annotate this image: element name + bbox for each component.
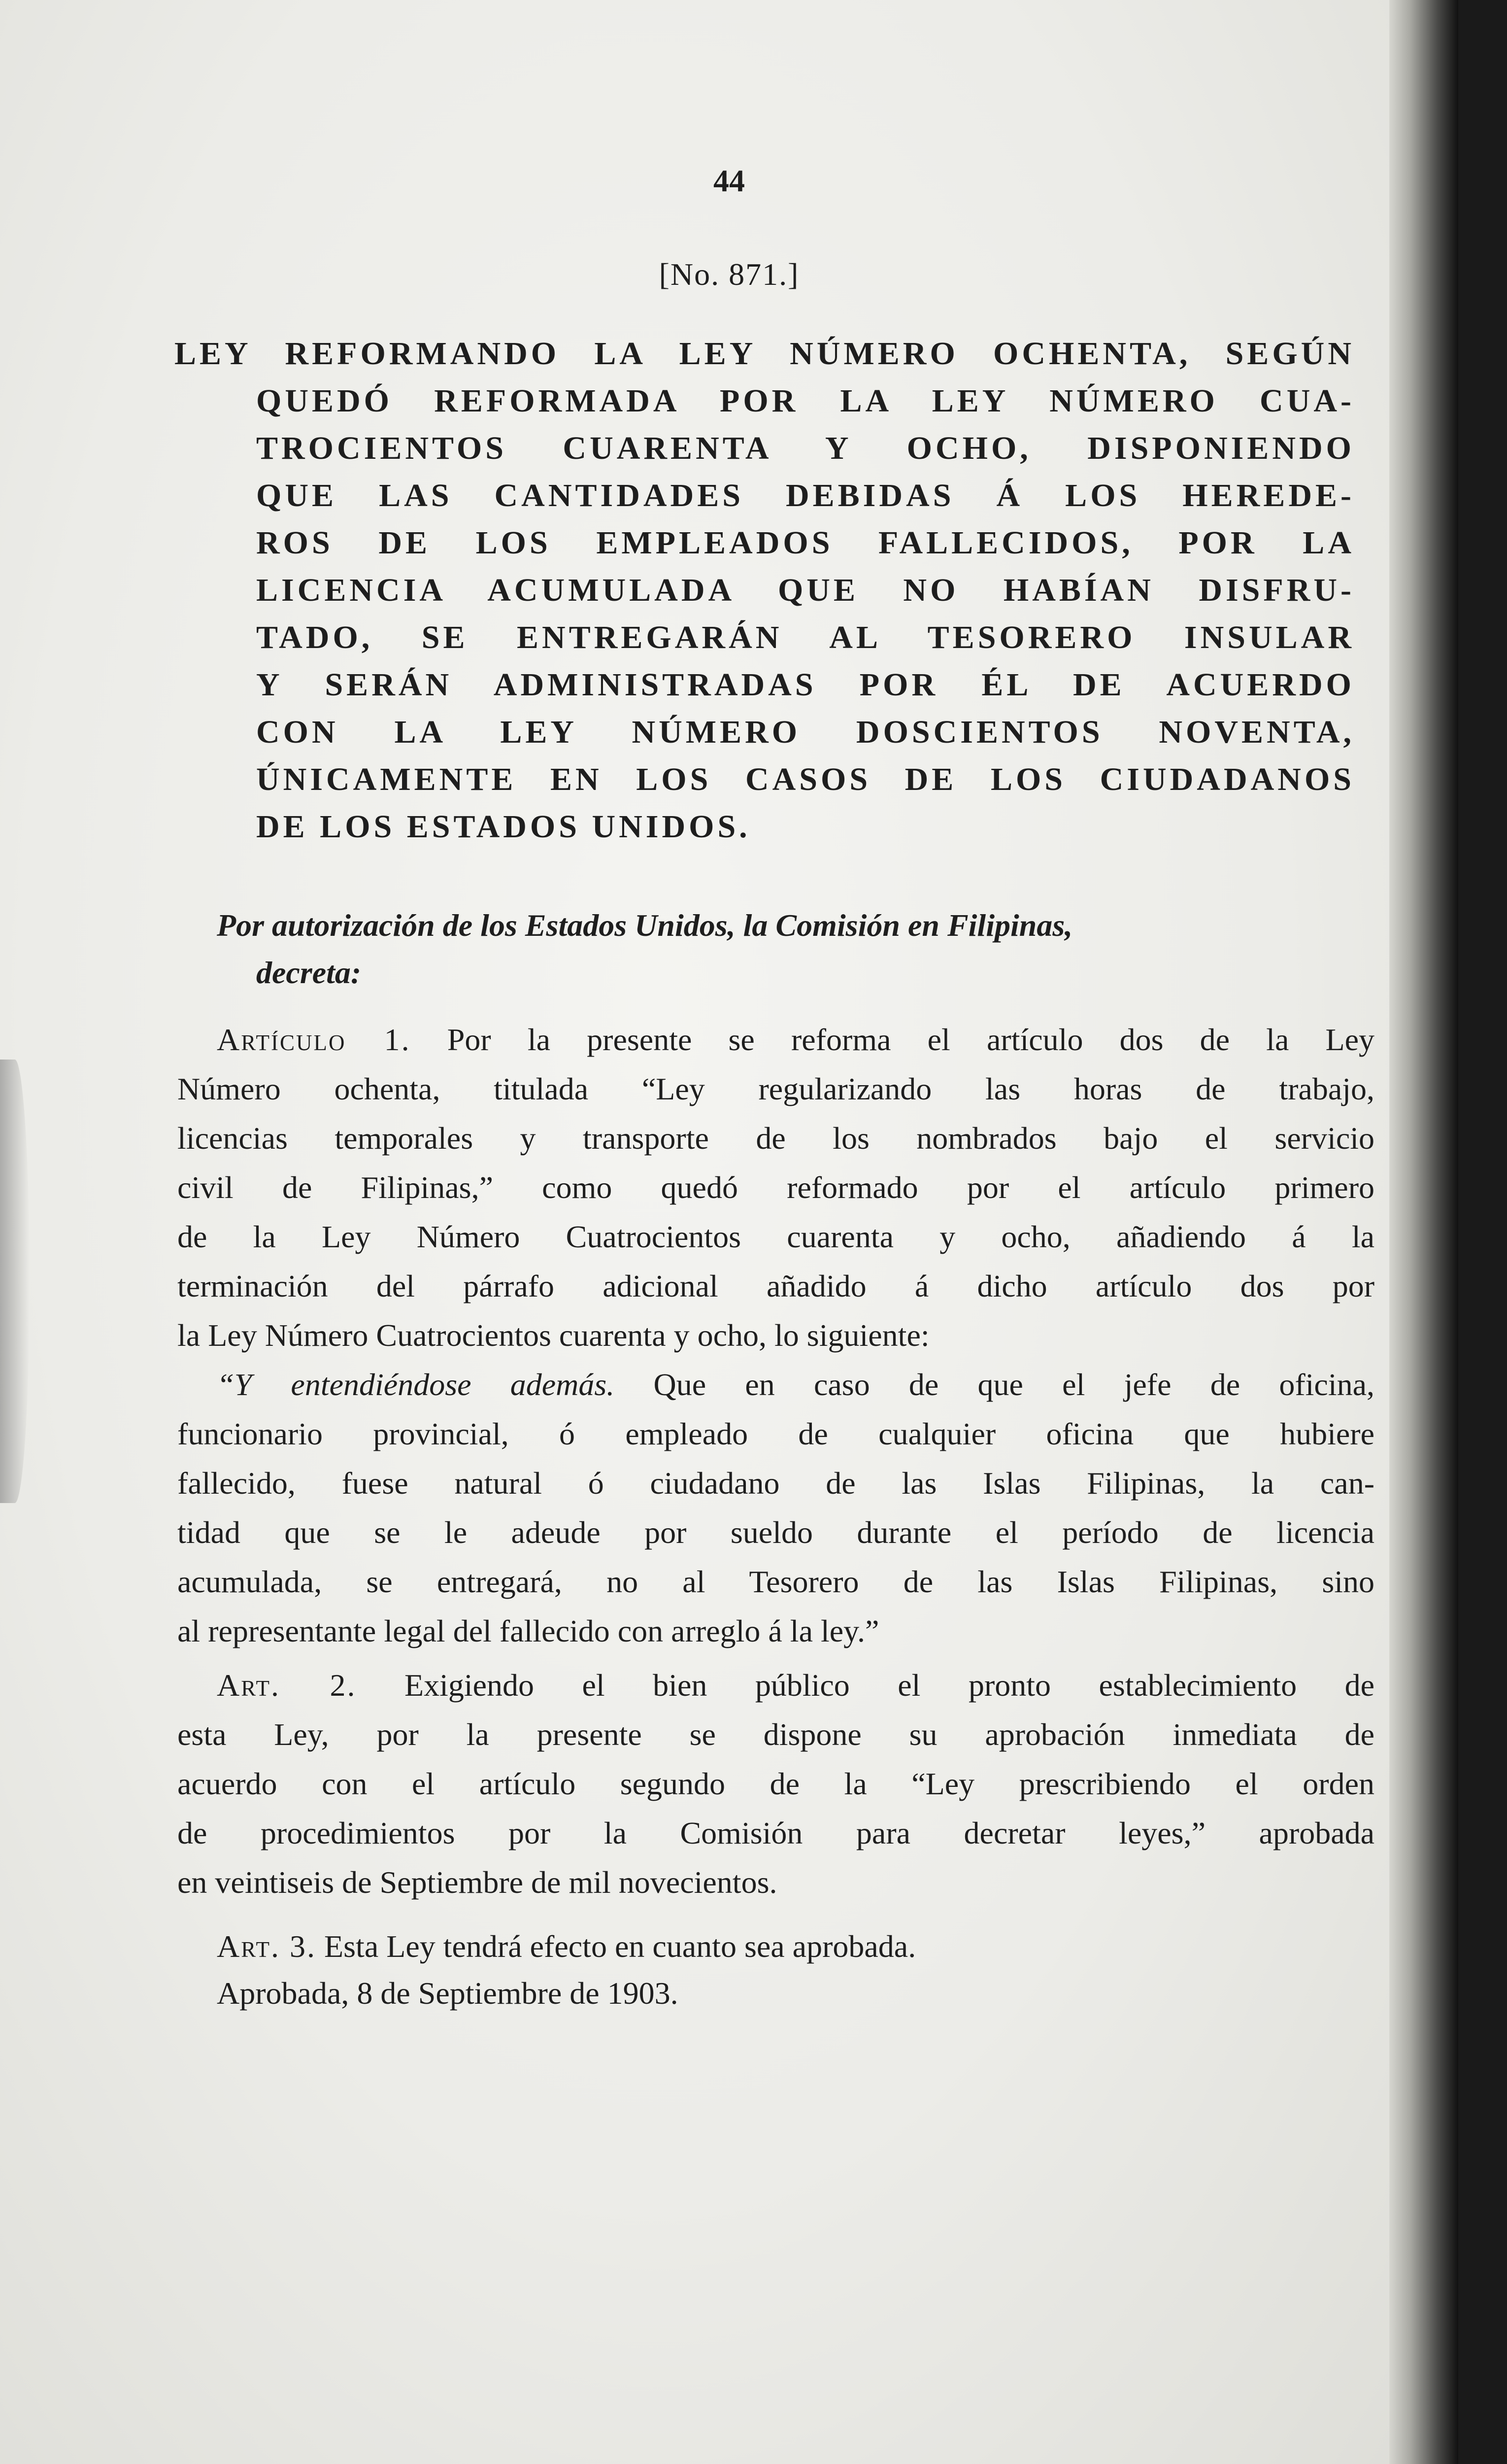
article-label: Art. 2. xyxy=(217,1668,357,1703)
title-line: LICENCIA ACUMULADA QUE NO HABÍAN DISFRU- xyxy=(256,572,1355,608)
page-shadow xyxy=(0,1060,30,1503)
enacting-clause xyxy=(217,902,1365,996)
title-line: CON LA LEY NÚMERO DOSCIENTOS NOVENTA, xyxy=(256,714,1355,750)
title-line: LEY REFORMANDO LA LEY NÚMERO OCHENTA, SEGÚN xyxy=(174,336,1355,372)
article-line: acuerdo con el artículo segundo de la “Ley prescribiendo el orden xyxy=(177,1766,1374,1801)
article-line: la Ley Número Cuatrocientos cuarenta y ocho, lo siguiente: xyxy=(177,1318,930,1353)
article-line: esta Ley, por la presente se dispone su aprobación inmediata de xyxy=(177,1717,1374,1752)
quote-lead: “Y entendiéndose además. xyxy=(217,1367,615,1402)
quote-line: fallecido, fuese natural ó ciudadano de las Islas Filipinas, la can- xyxy=(177,1466,1374,1501)
law-number: [No. 871.] xyxy=(659,257,800,292)
page-number: 44 xyxy=(713,163,745,198)
page-edge xyxy=(1389,0,1458,2464)
article-line: licencias temporales y transporte de los nombrados bajo el servicio xyxy=(177,1121,1374,1156)
article-1 xyxy=(177,1015,1374,1656)
article-text: Exigiendo el bien público el pronto establecimiento de xyxy=(404,1668,1374,1703)
article-line: civil de Filipinas,” como quedó reformado por el artículo primero xyxy=(177,1170,1374,1205)
article-label: Art. 3. xyxy=(217,1929,317,1964)
title-line: ÚNICAMENTE EN LOS CASOS DE LOS CIUDADANOS xyxy=(256,761,1355,797)
approval-line: Aprobada, 8 de Septiembre de 1903. xyxy=(217,1976,678,2011)
article-label: Artículo 1. xyxy=(217,1022,411,1057)
enacting-line: Por autorización de los Estados Unidos, la Comisión en Filipinas, xyxy=(217,908,1073,943)
article-line: en veintiseis de Septiembre de mil novecientos. xyxy=(177,1865,777,1900)
article-line: Número ochenta, titulada “Ley regularizando las horas de trabajo, xyxy=(177,1071,1374,1106)
article-3-line xyxy=(177,1922,1374,1971)
article-text: Esta Ley tendrá efecto en cuanto sea aprobada. xyxy=(324,1929,916,1964)
article-1-first-line xyxy=(177,1015,1374,1064)
title-line: TADO, SE ENTREGARÁN AL TESORERO INSULAR xyxy=(256,619,1355,655)
quote-line: funcionario provincial, ó empleado de cualquier oficina que hubiere xyxy=(177,1416,1374,1451)
title-line: TROCIENTOS CUARENTA Y OCHO, DISPONIENDO xyxy=(256,430,1355,466)
article-line: de procedimientos por la Comisión para decretar leyes,” aprobada xyxy=(177,1815,1374,1850)
article-2-first-line xyxy=(177,1661,1374,1710)
article-text: Por la presente se reforma el artículo dos de la Ley xyxy=(447,1022,1374,1057)
title-line: DE LOS ESTADOS UNIDOS. xyxy=(256,809,751,845)
law-title xyxy=(174,330,1355,851)
article-3 xyxy=(177,1922,1374,1971)
article-2 xyxy=(177,1661,1374,1907)
enacting-line: decreta: xyxy=(256,955,362,990)
title-line: ROS DE LOS EMPLEADOS FALLECIDOS, POR LA xyxy=(256,525,1355,561)
quote-line: al representante legal del fallecido con arreglo á la ley.” xyxy=(177,1613,879,1648)
quote-first-line xyxy=(177,1360,1374,1409)
quote-line: acumulada, se entregará, no al Tesorero de las Islas Filipinas, sino xyxy=(177,1564,1374,1599)
article-line: terminación del párrafo adicional añadido á dicho artículo dos por xyxy=(177,1268,1374,1303)
title-line: QUEDÓ REFORMADA POR LA LEY NÚMERO CUA- xyxy=(256,383,1355,419)
article-line: de la Ley Número Cuatrocientos cuarenta y ocho, añadiendo á la xyxy=(177,1219,1374,1254)
approval-date xyxy=(177,1969,1374,2018)
title-line: QUE LAS CANTIDADES DEBIDAS Á LOS HEREDE- xyxy=(256,478,1355,513)
title-line: Y SERÁN ADMINISTRADAS POR ÉL DE ACUERDO xyxy=(256,667,1355,703)
quote-text: Que en caso de que el jefe de oficina, xyxy=(653,1367,1374,1402)
quote-line: tidad que se le adeude por sueldo durante el período de licencia xyxy=(177,1515,1374,1550)
